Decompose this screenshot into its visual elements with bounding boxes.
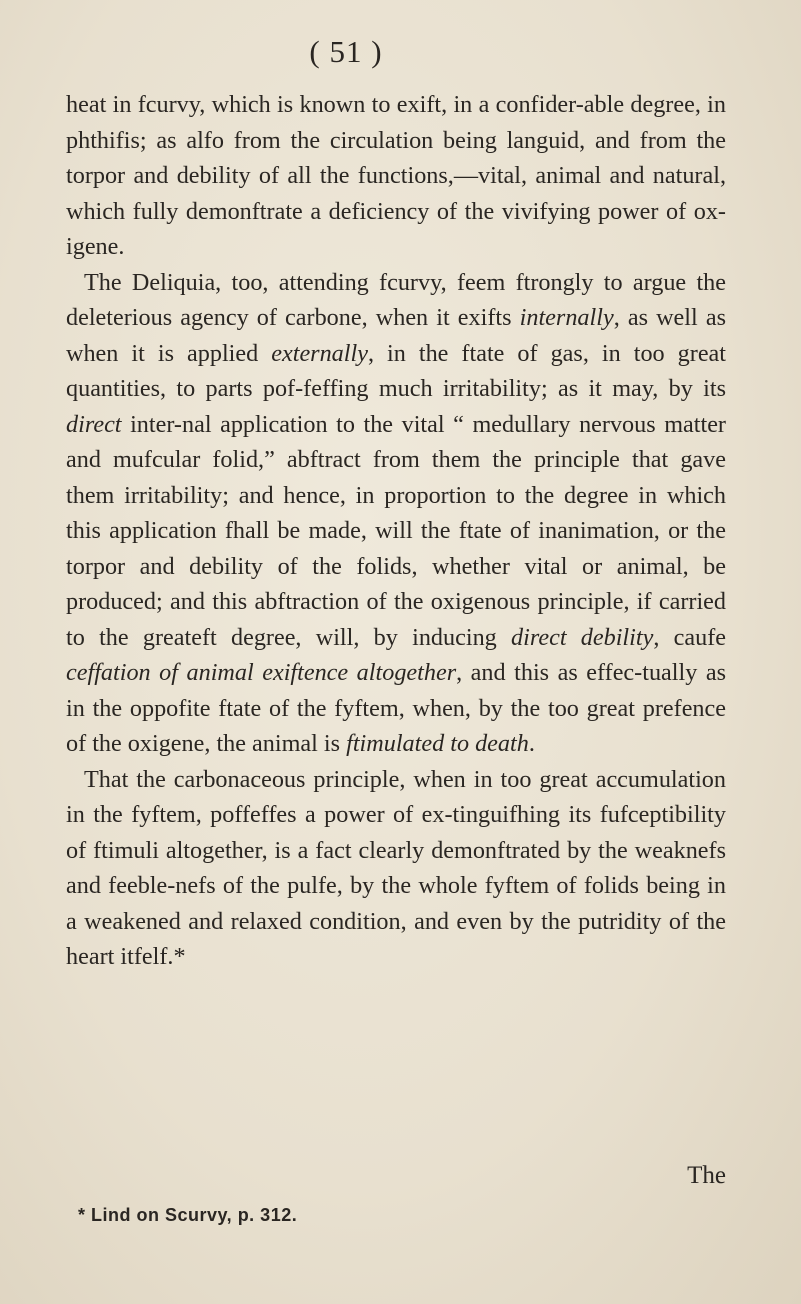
book-page xyxy=(66,20,726,1290)
paragraph-2-text: . xyxy=(528,730,535,757)
body-text xyxy=(66,87,726,975)
paragraph-2-text: , caufe xyxy=(653,623,727,651)
footnote: * Lind on Scurvy, p. 312. xyxy=(78,1205,298,1225)
italic-internally: internally xyxy=(519,304,614,331)
page-number: ( 51 ) xyxy=(309,34,383,69)
paragraph-3-text: That the carbonaceous principle, when in too great accumulation in the fyftem, poffeffes a power of ex-tinguifhing its fufceptibility of ftimuli altogether, is a fact clearly demonftrated by the weaknefs and feeble-nefs of the pulfe, by the whole fyftem of folids being in a weakened and relaxed condition, and even by the putridity of the heart itfelf.* xyxy=(66,765,726,970)
catchword: The xyxy=(687,1162,726,1189)
paragraph-2-text: , as well as when it is applied xyxy=(66,304,726,367)
italic-ceffation: ceffation of animal exiftence altogether xyxy=(66,659,457,686)
paragraph-3 xyxy=(66,762,726,975)
italic-direct-debility: direct debility xyxy=(511,623,654,651)
italic-externally: externally xyxy=(271,339,368,367)
paragraph-1-text: heat in fcurvy, which is known to exift, in a confider-able degree, in phthifis; as alfo from the circulation being languid, and from the torpor and debility of all the functions,—vital, animal and natural, which fully demonftrate a deficiency of the vivifying power of ox-igene. xyxy=(66,91,726,260)
paragraph-2-text: The Deliquia, too, attending fcurvy, feem ftrongly to argue the deleterious agency of carbone, when it exifts xyxy=(66,268,726,331)
paragraph-2-text: , in the ftate of gas, in too great quantities, to parts pof-feffing much irritability; as it may, by its xyxy=(66,339,727,402)
paragraph-1 xyxy=(66,87,726,265)
italic-direct: direct xyxy=(66,410,122,438)
paragraph-2 xyxy=(66,265,726,762)
paragraph-2-text: inter-nal application to the vital “ medullary nervous matter and mufcular folid,” abftract from them the principle that gave them irritability; and hence, in proportion to the degree in which this application fhall be made, will the ftate of inanimation, or the torpor and debility of the folids, whether vital or animal, be produced; and this abftraction of the oxigenous principle, if carried to the greateft degree, will, by inducing xyxy=(66,410,726,651)
paragraph-2-text: , and this as effec-tually as in the oppofite ftate of the fyftem, when, by the too great prefence of the oxigene, the animal is xyxy=(66,659,726,757)
italic-ftimulated: ftimulated to death xyxy=(346,730,529,757)
